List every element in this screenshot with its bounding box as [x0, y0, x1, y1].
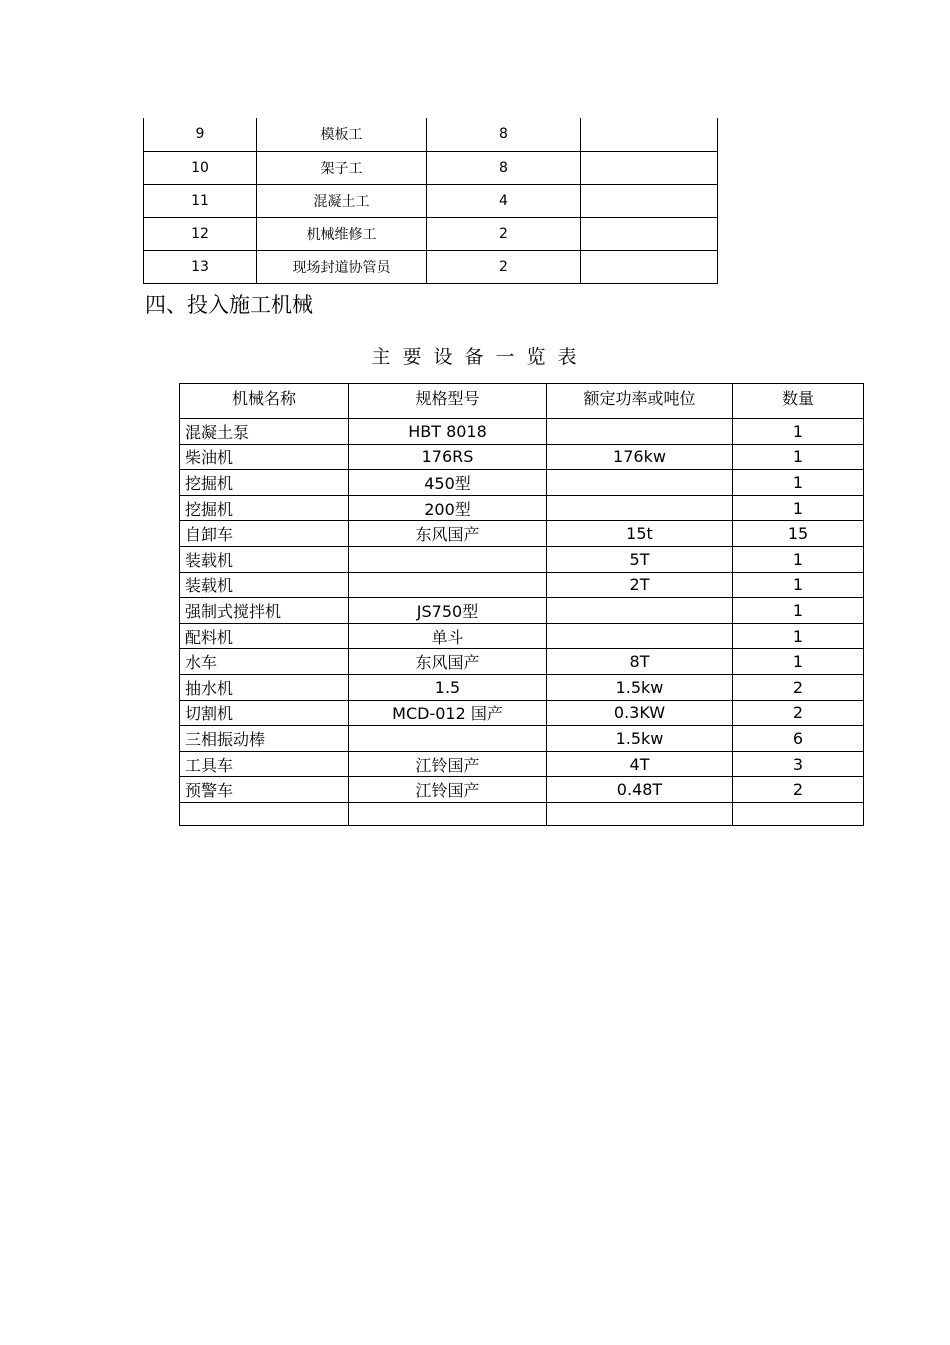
equip-power-cell: 8T: [547, 649, 733, 675]
equip-name-cell: 工具车: [180, 751, 349, 777]
equip-model-cell: [349, 572, 547, 598]
equip-quantity-cell: 1: [733, 572, 864, 598]
equip-model-cell: [349, 546, 547, 572]
equip-name-cell: 混凝土泵: [180, 419, 349, 445]
labor-note-cell: [581, 151, 718, 184]
equip-power-cell: 1.5kw: [547, 726, 733, 752]
equip-name-cell: 配料机: [180, 623, 349, 649]
equip-name-cell: 挖掘机: [180, 470, 349, 496]
equip-model-cell: 176RS: [349, 444, 547, 470]
empty-cell: [180, 802, 349, 825]
equip-quantity-cell: 15: [733, 521, 864, 547]
equip-name-cell: 装载机: [180, 572, 349, 598]
labor-no-cell: 12: [144, 217, 257, 250]
labor-count-cell: 8: [427, 118, 581, 151]
equip-name-cell: 挖掘机: [180, 495, 349, 521]
equip-name-cell: 抽水机: [180, 674, 349, 700]
equip-name-cell: 切割机: [180, 700, 349, 726]
equip-quantity-cell: 6: [733, 726, 864, 752]
header-power: 额定功率或吨位: [547, 384, 733, 419]
table-row: [180, 495, 864, 521]
equip-power-cell: [547, 419, 733, 445]
equip-power-cell: 5T: [547, 546, 733, 572]
equipment-table: [179, 383, 864, 826]
equip-name-cell: 柴油机: [180, 444, 349, 470]
table-row: [144, 217, 718, 250]
equip-power-cell: 1.5kw: [547, 674, 733, 700]
labor-table-body: [144, 118, 718, 283]
equip-power-cell: 2T: [547, 572, 733, 598]
equip-power-cell: [547, 470, 733, 496]
empty-cell: [349, 802, 547, 825]
labor-trade-cell: 模板工: [257, 118, 427, 151]
equip-name-cell: 装载机: [180, 546, 349, 572]
equip-quantity-cell: 2: [733, 777, 864, 803]
labor-count-cell: 8: [427, 151, 581, 184]
equip-quantity-cell: 1: [733, 598, 864, 624]
empty-cell: [733, 802, 864, 825]
equip-power-cell: 0.3KW: [547, 700, 733, 726]
labor-no-cell: 10: [144, 151, 257, 184]
equip-power-cell: [547, 598, 733, 624]
equip-quantity-cell: 1: [733, 649, 864, 675]
labor-count-cell: 2: [427, 250, 581, 283]
equip-model-cell: 1.5: [349, 674, 547, 700]
table-row: [180, 444, 864, 470]
labor-no-cell: 13: [144, 250, 257, 283]
equip-power-cell: 176kw: [547, 444, 733, 470]
equip-quantity-cell: 1: [733, 444, 864, 470]
equip-model-cell: JS750型: [349, 598, 547, 624]
labor-no-cell: 9: [144, 118, 257, 151]
labor-note-cell: [581, 217, 718, 250]
table-row-empty: [180, 802, 864, 825]
table-row: [180, 623, 864, 649]
equip-model-cell: 江铃国产: [349, 777, 547, 803]
equip-model-cell: MCD-012 国产: [349, 700, 547, 726]
table-row: [180, 674, 864, 700]
labor-note-cell: [581, 118, 718, 151]
labor-count-cell: 4: [427, 184, 581, 217]
section-heading: 四、投入施工机械: [145, 293, 313, 317]
table-row: [180, 470, 864, 496]
equip-quantity-cell: 1: [733, 495, 864, 521]
labor-table: [143, 118, 718, 284]
table-row: [180, 700, 864, 726]
equip-quantity-cell: 1: [733, 546, 864, 572]
equip-model-cell: 450型: [349, 470, 547, 496]
labor-trade-cell: 机械维修工: [257, 217, 427, 250]
equip-quantity-cell: 3: [733, 751, 864, 777]
header-model: 规格型号: [349, 384, 547, 419]
equip-power-cell: [547, 623, 733, 649]
equip-model-cell: 200型: [349, 495, 547, 521]
table-header-row: [180, 384, 864, 419]
table-row: [144, 250, 718, 283]
table-row: [180, 777, 864, 803]
labor-no-cell: 11: [144, 184, 257, 217]
equip-quantity-cell: 1: [733, 419, 864, 445]
equip-model-cell: 江铃国产: [349, 751, 547, 777]
header-name: 机械名称: [180, 384, 349, 419]
table-row: [180, 598, 864, 624]
equip-power-cell: 15t: [547, 521, 733, 547]
equip-quantity-cell: 2: [733, 674, 864, 700]
empty-cell: [547, 802, 733, 825]
equip-name-cell: 自卸车: [180, 521, 349, 547]
table-row: [144, 151, 718, 184]
equip-name-cell: 预警车: [180, 777, 349, 803]
table-row: [180, 751, 864, 777]
table-row: [180, 726, 864, 752]
labor-trade-cell: 混凝土工: [257, 184, 427, 217]
equip-model-cell: 东风国产: [349, 521, 547, 547]
equip-name-cell: 水车: [180, 649, 349, 675]
equip-name-cell: 三相振动棒: [180, 726, 349, 752]
equip-model-cell: 单斗: [349, 623, 547, 649]
equip-quantity-cell: 2: [733, 700, 864, 726]
equip-model-cell: [349, 726, 547, 752]
equipment-table-body: [180, 384, 864, 826]
table-row: [180, 419, 864, 445]
table-row: [144, 184, 718, 217]
labor-trade-cell: 现场封道协管员: [257, 250, 427, 283]
equip-quantity-cell: 1: [733, 470, 864, 496]
equip-model-cell: HBT 8018: [349, 419, 547, 445]
table-row: [144, 118, 718, 151]
equip-model-cell: 东风国产: [349, 649, 547, 675]
equip-name-cell: 强制式搅拌机: [180, 598, 349, 624]
equip-power-cell: 4T: [547, 751, 733, 777]
labor-trade-cell: 架子工: [257, 151, 427, 184]
table-row: [180, 572, 864, 598]
header-quantity: 数量: [733, 384, 864, 419]
table-row: [180, 521, 864, 547]
labor-note-cell: [581, 184, 718, 217]
equip-power-cell: 0.48T: [547, 777, 733, 803]
labor-count-cell: 2: [427, 217, 581, 250]
equip-quantity-cell: 1: [733, 623, 864, 649]
table-row: [180, 546, 864, 572]
table-row: [180, 649, 864, 675]
equip-power-cell: [547, 495, 733, 521]
labor-note-cell: [581, 250, 718, 283]
equipment-table-title: 主要设备一览表: [371, 346, 589, 368]
